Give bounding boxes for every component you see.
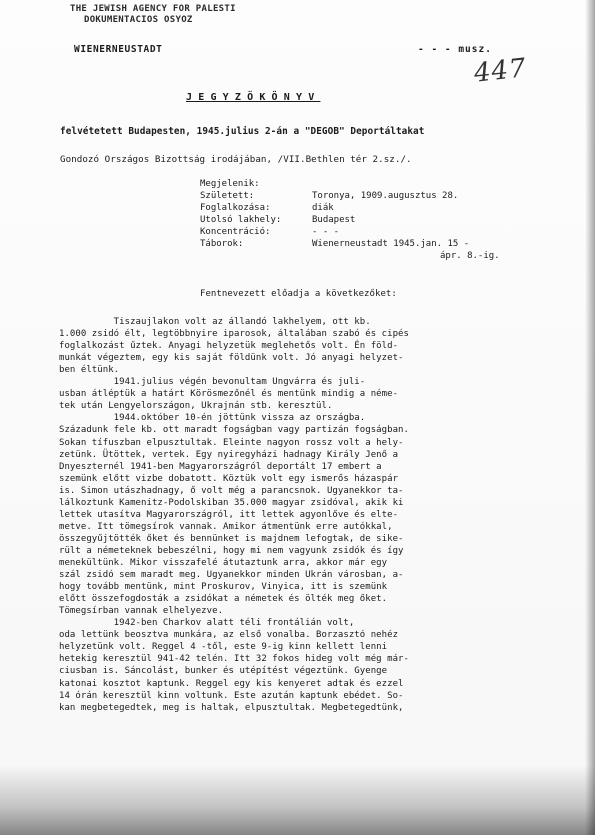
meta-value: diák [312, 203, 334, 213]
body-line: Tiszaujlakon volt az állandó lakhelyem, ott kb. [59, 317, 371, 327]
body-line: zetünk. Ütöttek, vertek. Egy nyiregyházi hadnagy Király Jenő a [59, 449, 399, 460]
meta-value: Toronya, 1909.augusztus 28. [312, 191, 459, 201]
meta-label: Foglalkozása: [200, 203, 271, 213]
body-line: menekültünk. Mikor visszafelé átutaztunk arra, akkor már egy [59, 558, 388, 568]
intro-line-2: Gondozó Országos Bizottság irodájában, /VII.Bethlen tér 2.sz./. [60, 154, 412, 165]
meta-value: - - - [312, 227, 340, 237]
lead-text: Fentnevezett előadja a következőket: [200, 289, 397, 299]
body-line: is. Simon utászhadnagy, ő volt még a parancsnok. Ugyanekkor ta- [59, 485, 404, 496]
handwritten-page-number: 447 [472, 53, 529, 89]
body-line: kan megbetegedtek, meg is haltak, elpusztultak. Megbetegedtünk, [59, 702, 404, 713]
header-city: WIENERNEUSTADT [74, 44, 163, 55]
body-line: hogy tovább mentünk, mint Proskurov, Vinyica, itt is szemünk [59, 582, 388, 593]
stamp-line-2: DOKUMENTACIOS OSYOZ [84, 15, 193, 25]
body-line: foglalkozást űztek. Anyagi helyzetük meglehetős volt. Én föld- [59, 341, 399, 352]
body-line: oda lettünk beosztva munkára, az első vonalba. Borzasztó nehéz [59, 630, 399, 641]
stamp-line-1: THE JEWISH AGENCY FOR PALESTI [70, 4, 236, 14]
body-line: Tömegsírban vannak elhelyezve. [59, 606, 224, 617]
body-line: hetekig keresztül 941-42 telén. Itt 32 fokos hideg volt még már- [59, 654, 409, 665]
body-line: Századunk fele kb. ott maradt fogságban vagy partizán fogságban. [59, 425, 409, 436]
body-line: összegyűjtötték őket és bennünket is majdnem lefogtak, de sike- [59, 533, 404, 544]
body-line: ben éltünk. [59, 365, 120, 376]
body-line: Sokan tífuszban elpusztultak. Eleinte nagyon rossz volt a hely- [59, 437, 404, 448]
body-line: munkát végeztem, egy kis saját földünk volt. Jó anyagi helyzet- [59, 353, 404, 364]
meta-label: Táborok: [200, 239, 244, 249]
meta-label: Született: [200, 191, 255, 201]
scan-shadow-right [585, 0, 595, 835]
body-line: szemünk előtt vizbe dobatott. Köztük volt egy ismerős házaspár [59, 473, 399, 484]
body-line: 1944.október 10-én jöttünk vissza az országba. [59, 413, 366, 424]
meta-value: Wienerneustadt 1945.jan. 15 - [312, 239, 470, 249]
header-musz: - - - musz. [418, 44, 492, 55]
meta-value: ápr. 8.-ig. [440, 251, 500, 261]
body-line: usban átléptük a határt Körösmezőnél és mentünk mindig a néme- [59, 389, 399, 400]
body-line: 1942-ben Charkov alatt téli frontálián volt, [59, 618, 355, 629]
body-line: 1.000 zsidó élt, legtöbbnyire iparosok, általában szabó és cipés [59, 329, 409, 340]
body-line: lálkoztunk Kamenitz-Podolskiban 35.000 magyar zsidóval, akik ki [59, 497, 404, 508]
body-line: metve. Itt tömegsírok vannak. Amikor átmentünk erre autókkal, [59, 521, 393, 532]
body-line: 1941.julius végén bevonultam Ungvárra és juli- [59, 377, 366, 388]
body-line: lettek utasítva Magyarországról, itt lettek agyonlőve és elte- [59, 509, 399, 520]
body-line: katonai kosztot kaptunk. Reggel egy kis kenyeret adtak és ezzel [59, 678, 404, 689]
meta-label: Utolsó lakhely: [200, 215, 282, 225]
body-line: szál zsidó sem maradt meg. Ugyanekkor minden Ukrán városban, a- [59, 570, 404, 581]
body-line: helyzetünk volt. Reggel 4 -től, este 9-ig kinn kellett lenni [59, 642, 388, 653]
body-line: tek után Lengyelországon, Ukrajnán stb. keresztül. [59, 401, 333, 412]
meta-value: Budapest [312, 215, 356, 225]
body-line: előtt összefogdosták a zsidókat a németek és ölték meg őket. [59, 594, 388, 605]
body-line: 14 órán keresztül kinn voltunk. Este azután kaptunk ebédet. So- [59, 690, 404, 701]
intro-line-1: felvétetett Budapesten, 1945.julius 2-án a "DEGOB" Deportáltakat [60, 126, 425, 137]
meta-label: Koncentráció: [200, 227, 271, 237]
document-title: JEGYZÖKÖNYV [186, 92, 321, 103]
scan-shadow-bottom [0, 765, 595, 835]
meta-label: Megjelenik: [200, 179, 260, 189]
archive-stamp [70, 4, 280, 28]
body-line: Dnyeszternél 1941-ben Magyarországról deportált 17 embert a [59, 461, 382, 472]
body-line: rült a németeknek bebeszélni, hogy mi nem vagyunk zsidók és így [59, 545, 404, 556]
body-line: ciusban is. Sáncolást, bunker és utépítést végeztünk. Gyenge [59, 666, 388, 677]
